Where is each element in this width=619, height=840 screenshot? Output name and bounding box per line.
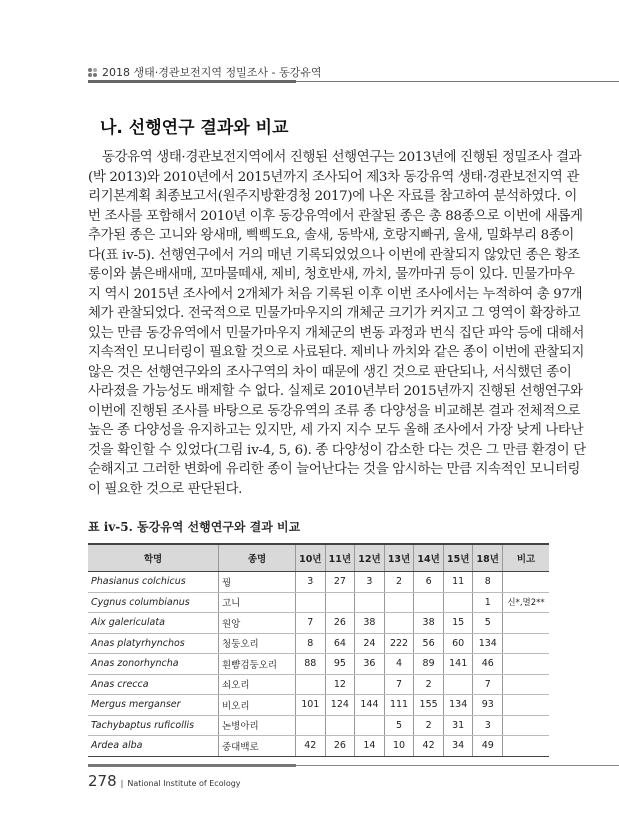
count-cell: 24 bbox=[355, 633, 385, 654]
korean-name-cell: 쇠오리 bbox=[219, 674, 296, 695]
paragraph-line: 것을 확인할 수 있었다(그림 ⅳ-4, 5, 6). 종 다양성이 감소한 다는 것은 그 만큼 환경이 단 bbox=[88, 442, 586, 458]
count-cell: 8 bbox=[473, 572, 503, 593]
note-cell bbox=[503, 613, 549, 634]
footer-publisher: National Institute of Ecology bbox=[127, 779, 241, 788]
korean-name-cell: 꿩 bbox=[219, 572, 296, 593]
section-title: 나. 선행연구 결과와 비교 bbox=[100, 118, 289, 138]
paragraph-line: 체가 관찰되었다. 전국적으로 민물가마우지의 개체군 크기가 커지고 그 영역이 확장하고 bbox=[88, 306, 581, 321]
paragraph-line: 추가된 종은 고니와 왕새매, 삑삑도요, 솔새, 동박새, 호랑지빠귀, 울새, 밀화부리 8종이 bbox=[88, 228, 574, 243]
count-cell: 2 bbox=[414, 674, 444, 695]
column-header: 10년 bbox=[296, 544, 326, 572]
count-cell: 5 bbox=[473, 613, 503, 634]
count-cell: 15 bbox=[443, 613, 473, 634]
column-header: 14년 bbox=[414, 544, 444, 572]
column-header: 13년 bbox=[384, 544, 414, 572]
count-cell: 56 bbox=[414, 633, 444, 654]
paragraph-line: 동강유역 생태·경관보전지역에서 진행된 선행연구는 2013년에 진행된 정밀조사 결과 bbox=[102, 150, 582, 165]
count-cell: 46 bbox=[473, 654, 503, 675]
note-cell: 신*,멸2** bbox=[503, 592, 549, 613]
count-cell: 36 bbox=[355, 654, 385, 675]
note-cell bbox=[503, 572, 549, 593]
count-cell: 134 bbox=[443, 695, 473, 716]
count-cell: 8 bbox=[296, 633, 326, 654]
count-cell: 222 bbox=[384, 633, 414, 654]
count-cell bbox=[325, 715, 355, 736]
note-cell bbox=[503, 715, 549, 736]
note-cell bbox=[503, 674, 549, 695]
count-cell: 14 bbox=[355, 736, 385, 757]
running-header bbox=[88, 64, 321, 80]
count-cell: 7 bbox=[296, 613, 326, 634]
count-cell: 4 bbox=[384, 654, 414, 675]
table-row bbox=[88, 715, 549, 736]
column-header: 18년 bbox=[473, 544, 503, 572]
note-cell bbox=[503, 654, 549, 675]
page-number: 278 bbox=[88, 772, 117, 790]
count-cell bbox=[384, 613, 414, 634]
scientific-name-cell: Anas platyrhynchos bbox=[88, 633, 219, 654]
table-row bbox=[88, 572, 549, 593]
footer-rule-thin bbox=[296, 765, 619, 766]
count-cell: 7 bbox=[384, 674, 414, 695]
count-cell bbox=[296, 592, 326, 613]
count-cell: 26 bbox=[325, 613, 355, 634]
korean-name-cell: 청둥오리 bbox=[219, 633, 296, 654]
paragraph-line: 않은 것은 선행연구와의 조사구역의 차이 때문에 생긴 것으로 판단되나, 서식했던 종이 bbox=[88, 364, 572, 380]
count-cell: 31 bbox=[443, 715, 473, 736]
scientific-name-cell: Cygnus columbianus bbox=[88, 592, 219, 613]
table-row bbox=[88, 613, 549, 634]
count-cell: 27 bbox=[325, 572, 355, 593]
count-cell bbox=[355, 674, 385, 695]
body-paragraph bbox=[88, 148, 586, 499]
korean-name-cell: 원앙 bbox=[219, 613, 296, 634]
table-row bbox=[88, 695, 549, 716]
count-cell: 60 bbox=[443, 633, 473, 654]
count-cell: 3 bbox=[355, 572, 385, 593]
header-rule bbox=[88, 80, 296, 83]
table-caption: 표 ⅳ-5. 동강유역 선행연구와 결과 비교 bbox=[88, 520, 301, 534]
count-cell bbox=[414, 592, 444, 613]
count-cell: 5 bbox=[384, 715, 414, 736]
column-header: 12년 bbox=[355, 544, 385, 572]
count-cell: 2 bbox=[384, 572, 414, 593]
count-cell bbox=[296, 674, 326, 695]
paragraph-line: 순해지고 그러한 변화에 유리한 종이 늘어난다는 것을 암시하는 만큼 지속적인 모니터링 bbox=[88, 462, 581, 477]
count-cell: 42 bbox=[296, 736, 326, 757]
count-cell bbox=[355, 592, 385, 613]
table-row bbox=[88, 674, 549, 695]
count-cell: 95 bbox=[325, 654, 355, 675]
paragraph-line: 번 조사를 포함해서 2010년 이후 동강유역에서 관찰된 종은 총 88종으로 이번에 새롭게 bbox=[88, 208, 583, 224]
paragraph-line: 롱이와 붉은배새매, 꼬마물떼새, 제비, 청호반새, 까치, 물까마귀 등이 있다. 민물가마우 bbox=[88, 267, 575, 282]
note-cell bbox=[503, 695, 549, 716]
count-cell: 49 bbox=[473, 736, 503, 757]
paragraph-line: 사라졌을 가능성도 배제할 수 없다. 실제로 2010년부터 2015년까지 진행된 선행연구와 bbox=[88, 384, 583, 399]
count-cell: 12 bbox=[325, 674, 355, 695]
count-cell: 10 bbox=[384, 736, 414, 757]
count-cell bbox=[355, 715, 385, 736]
table-row bbox=[88, 654, 549, 675]
scientific-name-cell: Anas zonorhyncha bbox=[88, 654, 219, 675]
scientific-name-cell: Anas crecca bbox=[88, 674, 219, 695]
paragraph-line: 있는 만큼 동강유역에서 민물가마우지 개체군의 변동 과정과 번식 집단 파악 등에 대해서 bbox=[88, 325, 585, 341]
table-row bbox=[88, 633, 549, 654]
column-header: 비고 bbox=[503, 544, 549, 572]
count-cell: 101 bbox=[296, 695, 326, 716]
korean-name-cell: 고니 bbox=[219, 592, 296, 613]
note-cell bbox=[503, 736, 549, 757]
count-cell: 38 bbox=[355, 613, 385, 634]
count-cell: 11 bbox=[443, 572, 473, 593]
scientific-name-cell: Tachybaptus ruficollis bbox=[88, 715, 219, 736]
footer-rule bbox=[88, 764, 296, 767]
comparison-table bbox=[88, 543, 549, 757]
count-cell: 111 bbox=[384, 695, 414, 716]
count-cell: 7 bbox=[473, 674, 503, 695]
header-title: 2018 생태·경관보전지역 정밀조사 - 동강유역 bbox=[102, 66, 322, 79]
table-row bbox=[88, 592, 549, 613]
table-header-row bbox=[88, 544, 549, 572]
count-cell: 3 bbox=[473, 715, 503, 736]
count-cell: 141 bbox=[443, 654, 473, 675]
paragraph-line: 리기본계획 최종보고서(원주지방환경청 2017)에 나온 자료를 참고하여 분석하였다. 이 bbox=[88, 189, 577, 204]
count-cell bbox=[325, 592, 355, 613]
count-cell: 6 bbox=[414, 572, 444, 593]
count-cell: 1 bbox=[473, 592, 503, 613]
table-row bbox=[88, 736, 549, 757]
footer-separator: | bbox=[120, 779, 124, 788]
column-header: 학명 bbox=[88, 544, 219, 572]
column-header: 15년 bbox=[443, 544, 473, 572]
column-header: 종명 bbox=[219, 544, 296, 572]
count-cell: 93 bbox=[473, 695, 503, 716]
count-cell: 89 bbox=[414, 654, 444, 675]
scientific-name-cell: Phasianus colchicus bbox=[88, 572, 219, 593]
count-cell bbox=[443, 592, 473, 613]
page-footer bbox=[88, 772, 241, 790]
count-cell: 64 bbox=[325, 633, 355, 654]
korean-name-cell: 논병아리 bbox=[219, 715, 296, 736]
header-dots-icon bbox=[88, 68, 97, 77]
count-cell: 88 bbox=[296, 654, 326, 675]
count-cell: 34 bbox=[443, 736, 473, 757]
count-cell: 124 bbox=[325, 695, 355, 716]
column-header: 11년 bbox=[325, 544, 355, 572]
count-cell: 134 bbox=[473, 633, 503, 654]
count-cell: 3 bbox=[296, 572, 326, 593]
count-cell bbox=[384, 592, 414, 613]
count-cell: 144 bbox=[355, 695, 385, 716]
count-cell: 26 bbox=[325, 736, 355, 757]
paragraph-line: (박 2013)와 2010년에서 2015년까지 조사되어 제3차 동강유역 생태·경관보전지역 관 bbox=[88, 169, 579, 185]
scientific-name-cell: Ardea alba bbox=[88, 736, 219, 757]
paragraph-line: 높은 종 다양성을 유지하고는 있지만, 세 가지 지수 모두 올해 조사에서 가장 낮게 나타난 bbox=[88, 423, 584, 438]
scientific-name-cell: Mergus merganser bbox=[88, 695, 219, 716]
korean-name-cell: 중대백로 bbox=[219, 736, 296, 757]
count-cell: 2 bbox=[414, 715, 444, 736]
scientific-name-cell: Aix galericulata bbox=[88, 613, 219, 634]
note-cell bbox=[503, 633, 549, 654]
korean-name-cell: 흰뺨검둥오리 bbox=[219, 654, 296, 675]
count-cell: 38 bbox=[414, 613, 444, 634]
count-cell: 155 bbox=[414, 695, 444, 716]
count-cell bbox=[296, 715, 326, 736]
paragraph-line: 지속적인 모니터링이 필요할 것으로 사료된다. 제비나 까치와 같은 종이 이번에 관찰되지 bbox=[88, 345, 585, 360]
korean-name-cell: 비오리 bbox=[219, 695, 296, 716]
paragraph-line: 이 필요한 것으로 판단된다. bbox=[88, 481, 243, 497]
paragraph-line: 지 역시 2015년 조사에서 2개체가 처음 기록된 이후 이번 조사에서는 누적하여 총 97개 bbox=[88, 286, 583, 302]
paragraph-line: 다(표 ⅳ-5). 선행연구에서 거의 매년 기록되었었으나 이번에 관찰되지 않았던 종은 황조 bbox=[88, 247, 580, 263]
count-cell bbox=[443, 674, 473, 695]
count-cell: 42 bbox=[414, 736, 444, 757]
paragraph-line: 이번에 진행된 조사를 바탕으로 동강유역의 조류 종 다양성을 비교해본 결과 전체적으로 bbox=[88, 403, 581, 419]
header-rule-thin bbox=[296, 81, 619, 82]
